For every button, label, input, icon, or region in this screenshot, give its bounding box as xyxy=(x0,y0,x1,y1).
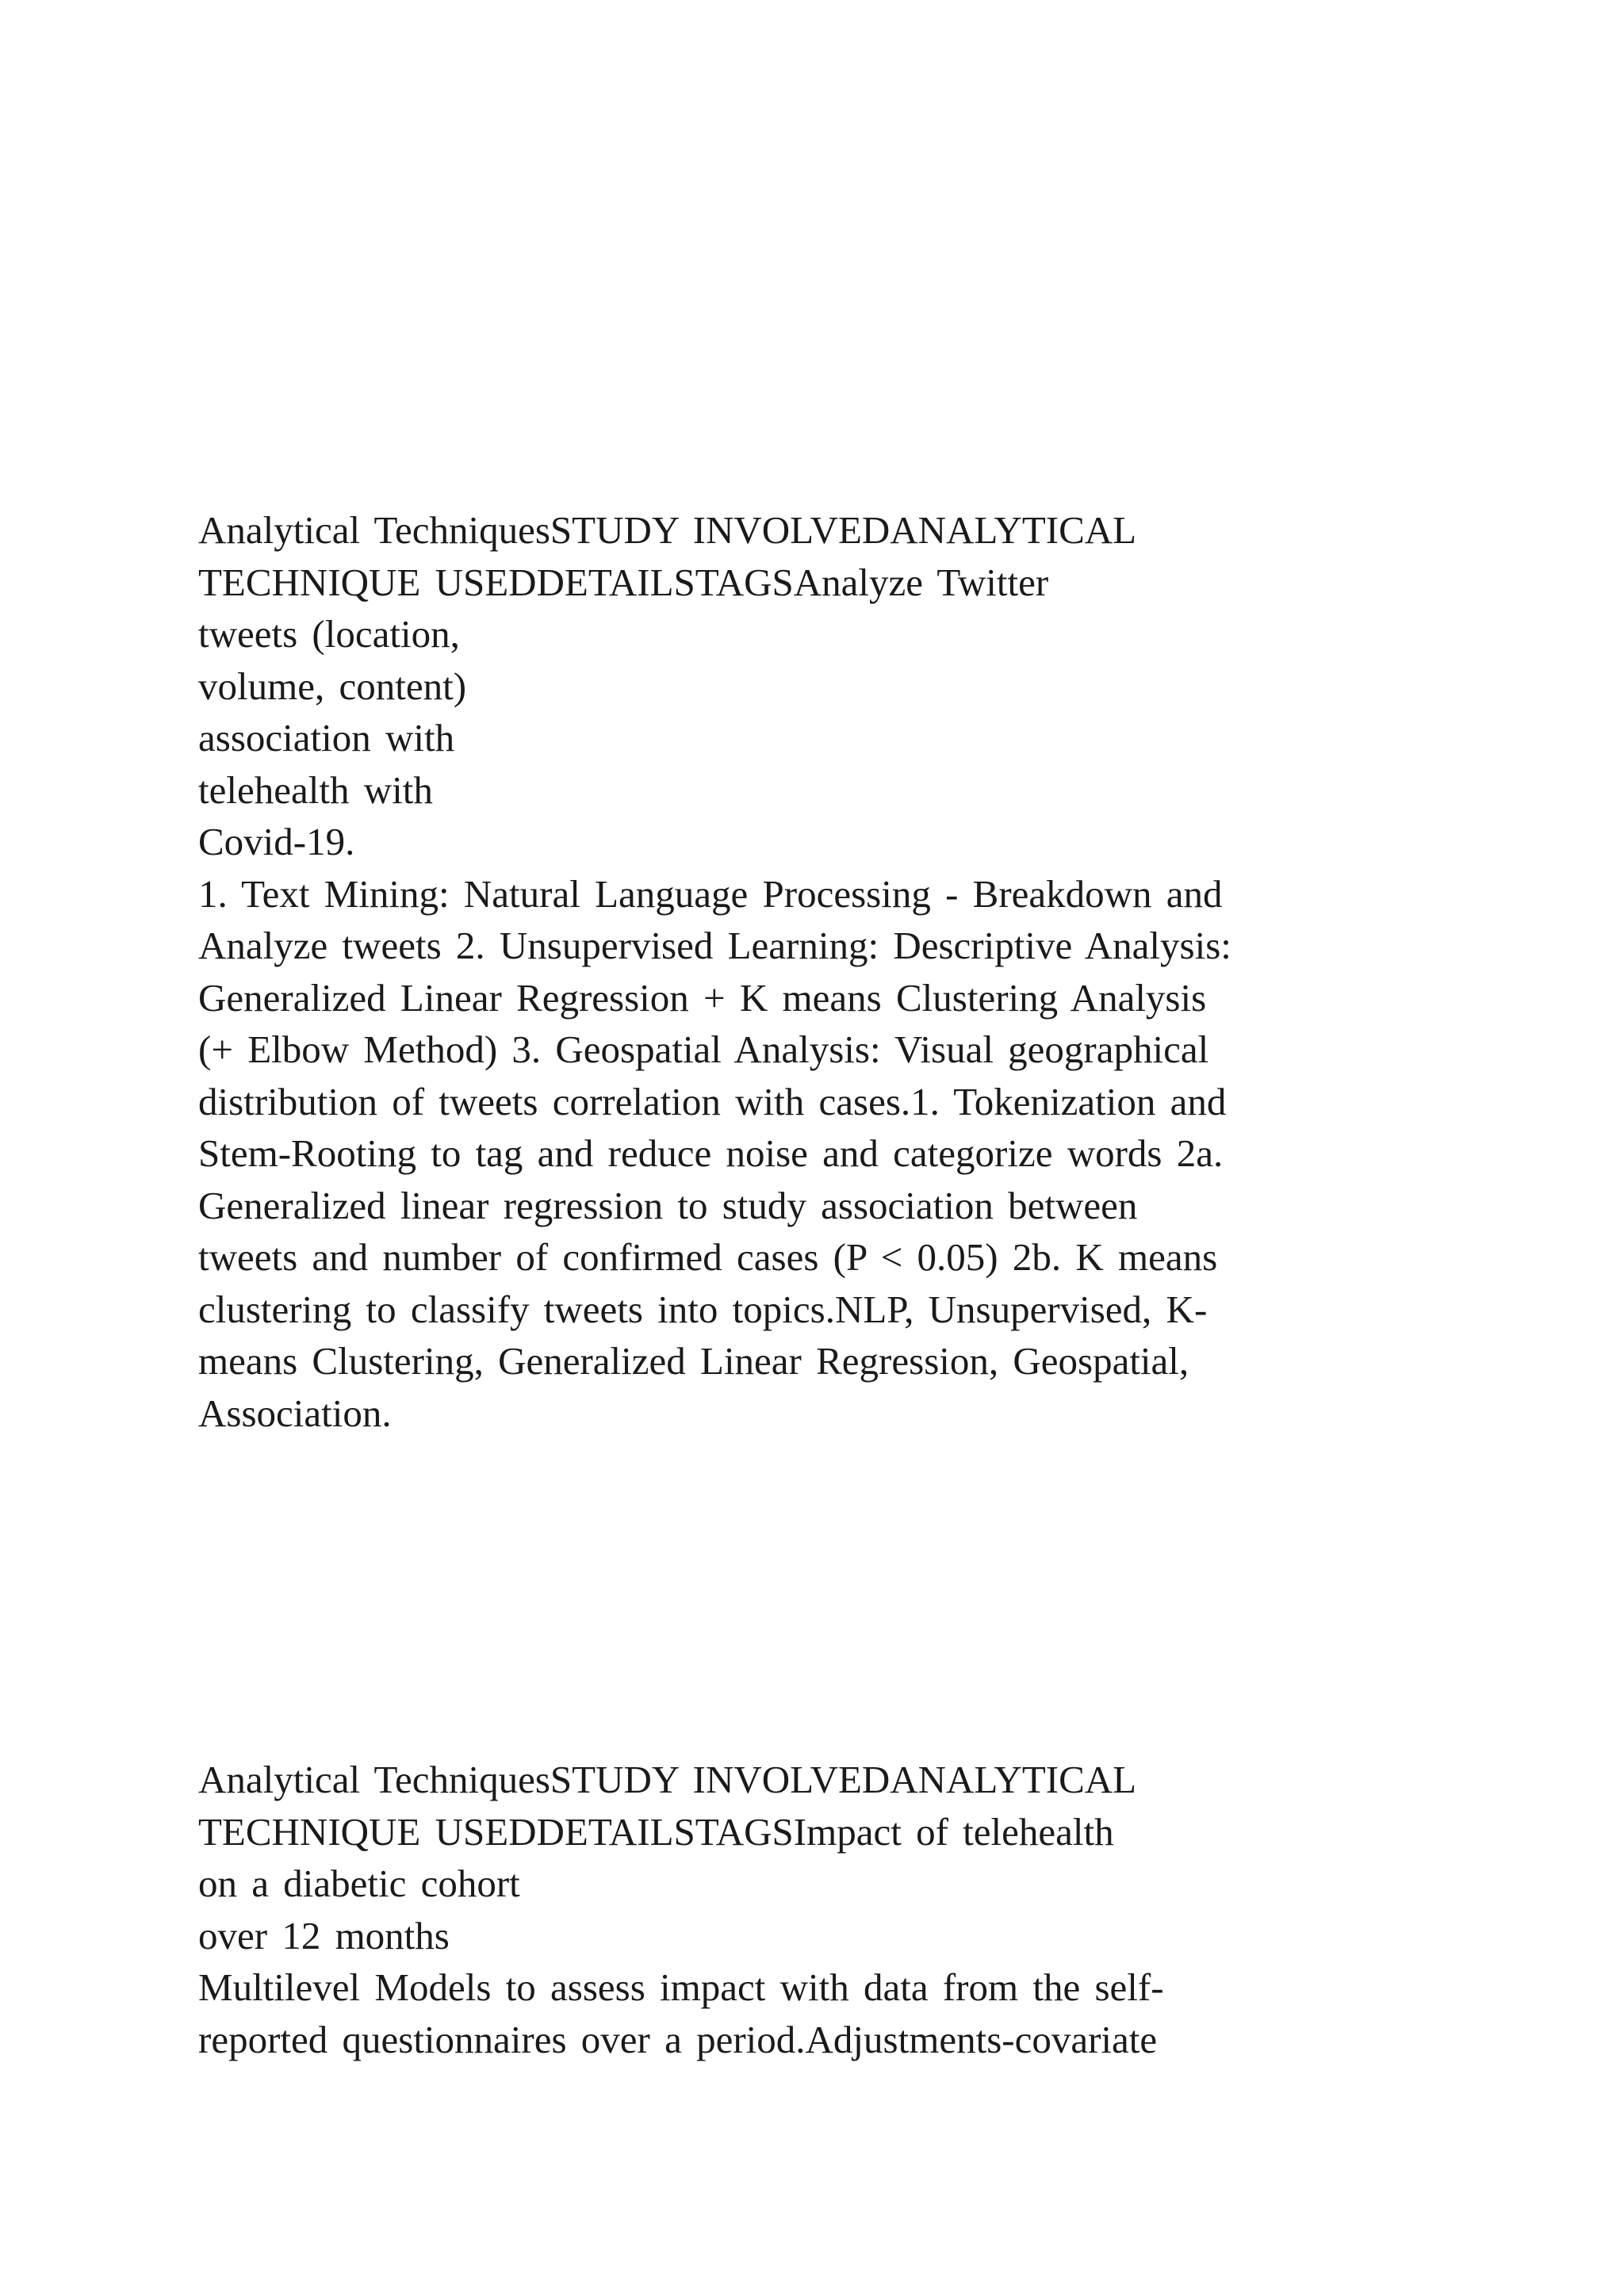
text-line: volume, content) xyxy=(198,664,467,708)
text-line: distribution of tweets correlation with cases.1. Tokenization and xyxy=(198,1079,1227,1123)
text-section-1 xyxy=(198,504,1467,1439)
text-line: tweets (location, xyxy=(198,612,460,656)
text-line: Generalized Linear Regression + K means Clustering Analysis xyxy=(198,975,1207,1020)
text-line: Generalized linear regression to study association between xyxy=(198,1183,1138,1227)
text-line: clustering to classify tweets into topics.NLP, Unsupervised, K- xyxy=(198,1287,1208,1331)
text-line: Covid-19. xyxy=(198,820,355,863)
text-line: TECHNIQUE USEDDETAILSTAGSAnalyze Twitter xyxy=(198,560,1049,604)
text-line: 1. Text Mining: Natural Language Processing - Breakdown and xyxy=(198,871,1223,916)
text-line: association with xyxy=(198,716,455,760)
text-line: TECHNIQUE USEDDETAILSTAGSImpact of telehealth xyxy=(198,1809,1114,1854)
text-section-2 xyxy=(198,1754,1467,2065)
text-line: Analyze tweets 2. Unsupervised Learning: Descriptive Analysis: xyxy=(198,924,1231,967)
text-line: means Clustering, Generalized Linear Regression, Geospatial, xyxy=(198,1339,1189,1383)
text-line: Stem-Rooting to tag and reduce noise and categorize words 2a. xyxy=(198,1131,1224,1175)
text-line: (+ Elbow Method) 3. Geospatial Analysis: Visual geographical xyxy=(198,1027,1209,1071)
text-line: Multilevel Models to assess impact with data from the self- xyxy=(198,1965,1164,2009)
text-line: on a diabetic cohort xyxy=(198,1862,520,1905)
text-line: Association. xyxy=(198,1391,392,1435)
text-line: Analytical TechniquesSTUDY INVOLVEDANALYTICAL xyxy=(198,508,1137,552)
text-line: tweets and number of confirmed cases (P < 0.05) 2b. K means xyxy=(198,1235,1218,1279)
text-line: Analytical TechniquesSTUDY INVOLVEDANALYTICAL xyxy=(198,1758,1137,1801)
text-line: reported questionnaires over a period.Adjustments-covariate xyxy=(198,2017,1158,2061)
text-line: over 12 months xyxy=(198,1913,450,1957)
text-line: telehealth with xyxy=(198,767,433,812)
